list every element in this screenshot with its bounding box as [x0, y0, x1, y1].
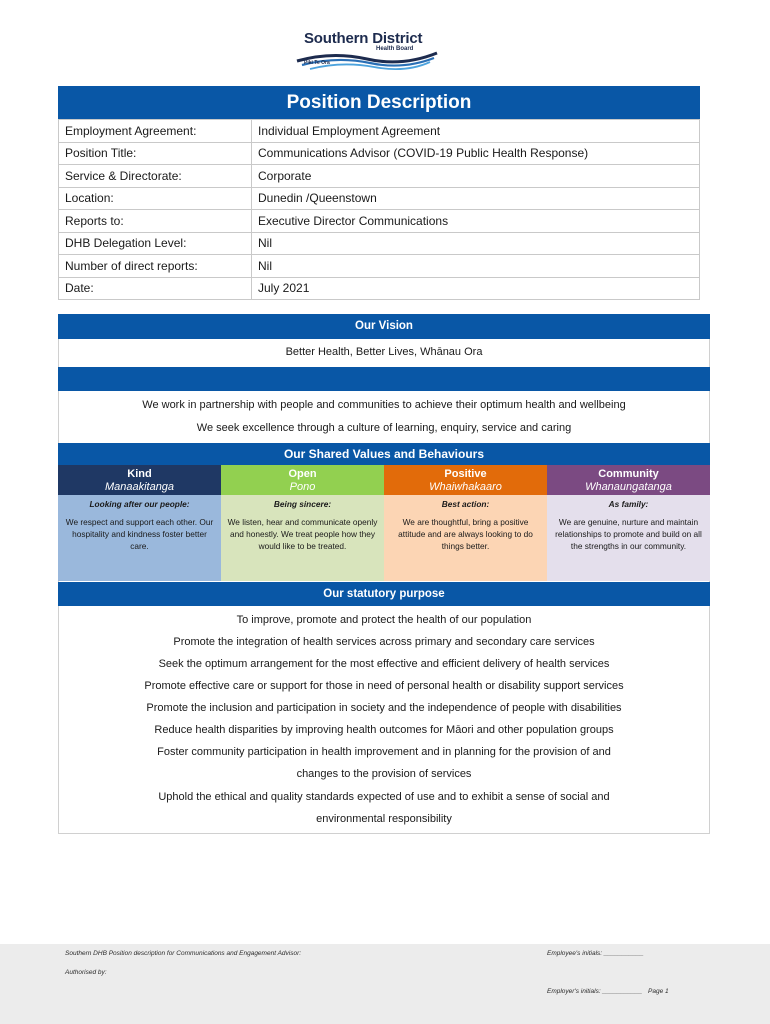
purpose-line: Uphold the ethical and quality standards expected of use and to exhibit a sense of social and — [158, 791, 610, 803]
value-intro: Being sincere: — [273, 499, 332, 509]
info-value: Corporate — [252, 165, 700, 188]
footer-authorised-by: Authorised by: — [65, 969, 107, 976]
info-row — [59, 210, 700, 233]
info-row — [59, 255, 700, 278]
purpose-line: Foster community participation in health improvement and in planning for the provision of and — [157, 746, 611, 758]
info-row — [59, 277, 700, 300]
value-desc: We respect and support each other. Our hospitality and kindness foster better care. — [65, 517, 214, 551]
purpose-line: Seek the optimum arrangement for the most effective and efficient delivery of health services — [158, 658, 610, 670]
info-row — [59, 142, 700, 165]
value-positive-body — [384, 495, 547, 581]
value-name: Community — [598, 468, 659, 480]
position-description-title: Position Description — [58, 86, 700, 119]
logo-title: Southern District — [304, 30, 423, 47]
value-maori: Manaakitanga — [104, 481, 175, 493]
info-label: Reports to: — [59, 210, 252, 233]
info-label: Date: — [59, 277, 252, 300]
value-open-body — [221, 495, 384, 581]
info-row — [59, 232, 700, 255]
info-row — [59, 187, 700, 210]
value-maori: Pono — [289, 481, 316, 493]
mission-line-2: We seek excellence through a culture of learning, enquiry, service and caring — [196, 422, 572, 434]
vision-text: Better Health, Better Lives, Whānau Ora — [285, 346, 483, 358]
info-label: Location: — [59, 187, 252, 210]
info-value: Dunedin /Queenstown — [252, 187, 700, 210]
info-label: Number of direct reports: — [59, 255, 252, 278]
purpose-line: To improve, promote and protect the health of our population — [236, 614, 532, 626]
value-desc: We are thoughtful, bring a positive attitude and are always looking to do things better. — [398, 517, 533, 551]
page-footer — [0, 944, 770, 1024]
value-intro: Best action: — [441, 499, 490, 509]
info-value: Communications Advisor (COVID-19 Public Health Response) — [252, 142, 700, 165]
purpose-line: changes to the provision of services — [296, 768, 472, 780]
value-name: Kind — [127, 468, 152, 480]
footer-doc-title: Southern DHB Position description for Communications and Engagement Advisor: — [65, 950, 302, 957]
purpose-line: Promote the inclusion and participation in society and the independence of people with disabilities — [146, 702, 622, 714]
purpose-line: Reduce health disparities by improving health outcomes for Māori and other population groups — [154, 724, 614, 736]
info-row — [59, 165, 700, 188]
info-label: Employment Agreement: — [59, 120, 252, 143]
value-name: Positive — [444, 468, 487, 480]
value-maori: Whanaungatanga — [585, 481, 672, 493]
purpose-line: Promote effective care or support for those in need of personal health or disability support services — [144, 680, 624, 692]
footer-employer-initials: Employer's initials: ___________ — [547, 988, 643, 995]
sdhb-logo — [292, 30, 442, 72]
logo-tagline: Piki Te Ora — [304, 60, 330, 66]
value-desc: We listen, hear and communicate openly and honestly. We treat people how they would like to be treated. — [227, 517, 378, 551]
info-row — [59, 120, 700, 143]
mission-line-1: We work in partnership with people and communities to achieve their optimum health and wellbeing — [142, 399, 626, 411]
value-kind-body — [58, 495, 221, 581]
value-community-header — [547, 465, 710, 495]
value-intro: As family: — [608, 499, 649, 509]
value-open-header — [221, 465, 384, 495]
info-value: July 2021 — [252, 277, 700, 300]
info-value: Nil — [252, 232, 700, 255]
value-community-body — [547, 495, 710, 581]
value-maori: Whaiwhakaaro — [429, 481, 502, 493]
mission-bar — [58, 367, 710, 391]
info-value: Individual Employment Agreement — [252, 120, 700, 143]
purpose-line: Promote the integration of health services across primary and secondary care services — [173, 636, 595, 648]
value-kind-header — [58, 465, 221, 495]
value-desc: We are genuine, nurture and maintain relationships to promote and build on all the strengths in our community. — [555, 517, 702, 551]
position-info-table — [58, 119, 700, 300]
logo-subtitle: Health Board — [376, 46, 414, 52]
footer-page-number: Page 1 — [648, 988, 669, 995]
purpose-line: environmental responsibility — [316, 813, 452, 825]
footer-employee-initials: Employee's initials: ___________ — [547, 950, 644, 957]
value-intro: Looking after our people: — [89, 499, 190, 509]
value-name: Open — [288, 468, 317, 480]
info-label: Service & Directorate: — [59, 165, 252, 188]
value-positive-header — [384, 465, 547, 495]
values-title: Our Shared Values and Behaviours — [58, 443, 710, 465]
info-value: Executive Director Communications — [252, 210, 700, 233]
info-label: Position Title: — [59, 142, 252, 165]
info-value: Nil — [252, 255, 700, 278]
info-label: DHB Delegation Level: — [59, 232, 252, 255]
purpose-title: Our statutory purpose — [58, 582, 710, 606]
vision-title: Our Vision — [58, 314, 710, 339]
